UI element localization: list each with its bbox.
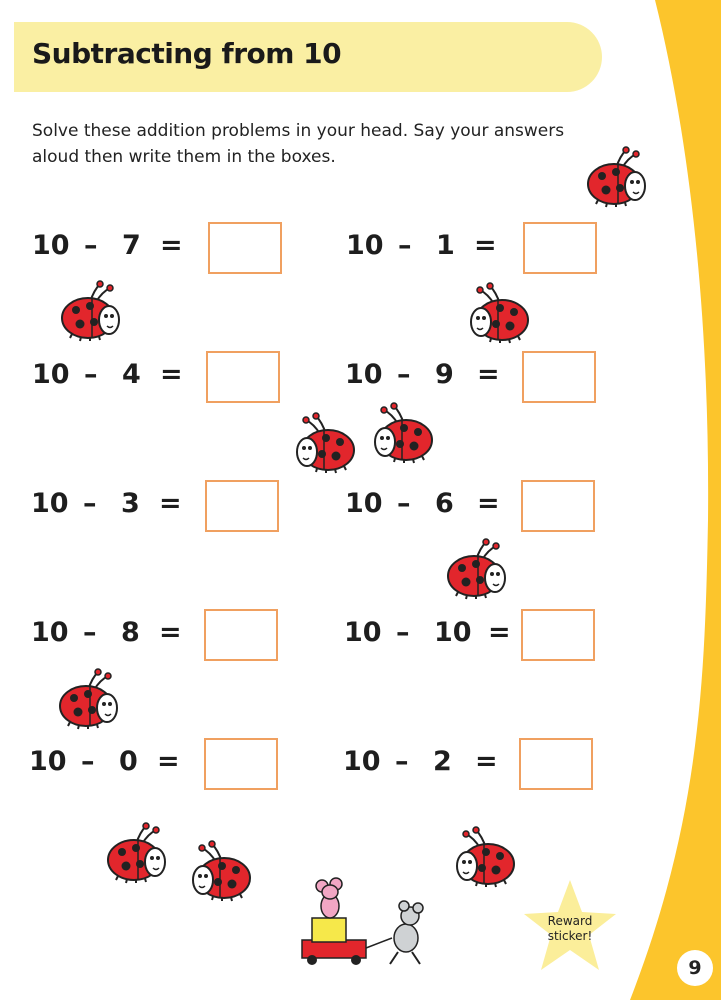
minuend: 10 [345, 488, 383, 519]
equals-sign: = [477, 359, 500, 390]
page-number: 9 [677, 950, 713, 986]
sticker-label [522, 914, 618, 944]
minuend: 10 [31, 488, 69, 519]
equals-sign: = [488, 617, 511, 648]
minuend: 10 [32, 359, 70, 390]
minus-sign: – [396, 617, 410, 648]
ladybug-icon [446, 538, 510, 600]
minuend: 10 [32, 230, 70, 261]
ladybug-icon [452, 826, 516, 888]
minus-sign: – [398, 230, 412, 261]
subtrahend: 9 [435, 359, 454, 390]
answer-box[interactable] [206, 351, 280, 403]
subtrahend: 2 [433, 746, 452, 777]
subtrahend: 8 [121, 617, 140, 648]
minus-sign: – [397, 359, 411, 390]
equals-sign: = [157, 746, 180, 777]
subtrahend: 6 [435, 488, 454, 519]
sticker-label-line1: Reward [547, 914, 593, 928]
minus-sign: – [84, 230, 98, 261]
mouse-cart-illustration [292, 872, 438, 968]
equals-sign: = [160, 359, 183, 390]
subtrahend: 3 [121, 488, 140, 519]
minus-sign: – [397, 488, 411, 519]
ladybug-icon [58, 668, 122, 730]
answer-box[interactable] [521, 480, 595, 532]
answer-box[interactable] [205, 480, 279, 532]
minuend: 10 [344, 617, 382, 648]
ladybug-icon [466, 282, 530, 344]
equals-sign: = [475, 746, 498, 777]
minuend: 10 [343, 746, 381, 777]
equals-sign: = [159, 617, 182, 648]
minus-sign: – [84, 359, 98, 390]
equals-sign: = [474, 230, 497, 261]
subtrahend: 0 [119, 746, 138, 777]
minus-sign: – [83, 617, 97, 648]
sticker-label-line2: sticker! [547, 929, 593, 943]
answer-box[interactable] [521, 609, 595, 661]
answer-box[interactable] [204, 738, 278, 790]
ladybug-icon [106, 822, 170, 884]
answer-box[interactable] [208, 222, 282, 274]
answer-box[interactable] [519, 738, 593, 790]
minuend: 10 [29, 746, 67, 777]
answer-box[interactable] [523, 222, 597, 274]
minus-sign: – [83, 488, 97, 519]
instructions-text: Solve these addition problems in your head. Say your answers aloud then write them in the boxes. [32, 121, 565, 167]
subtrahend: 7 [122, 230, 141, 261]
subtrahend: 10 [434, 617, 472, 648]
minuend: 10 [346, 230, 384, 261]
minus-sign: – [395, 746, 409, 777]
answer-box[interactable] [522, 351, 596, 403]
minuend: 10 [345, 359, 383, 390]
equals-sign: = [159, 488, 182, 519]
ladybug-icon [188, 840, 252, 902]
ladybug-icon [292, 412, 356, 474]
reward-sticker[interactable] [522, 878, 618, 974]
equals-sign: = [160, 230, 183, 261]
subtrahend: 1 [436, 230, 455, 261]
ladybug-icon [586, 146, 650, 208]
minuend: 10 [31, 617, 69, 648]
equals-sign: = [477, 488, 500, 519]
answer-box[interactable] [204, 609, 278, 661]
subtrahend: 4 [122, 359, 141, 390]
ladybug-icon [60, 280, 124, 342]
ladybug-icon [370, 402, 434, 464]
minus-sign: – [81, 746, 95, 777]
page-title: Subtracting from 10 [32, 37, 342, 70]
